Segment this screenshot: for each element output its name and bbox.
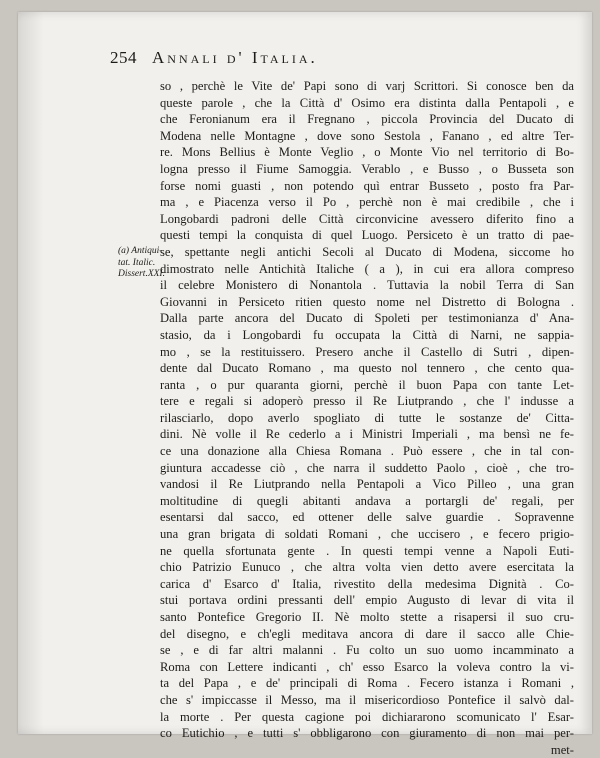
text-line: chio Patrizio Eunuco , che altra volta vien detto avere esercitata la (160, 560, 574, 575)
text-line: forse nomi guasti , non potendo quì entrar Busseto , posto fra Par- (160, 178, 574, 193)
running-title: Annali d' Italia. (152, 48, 318, 67)
text-line: queste parole , che la Città d' Osimo era distinta dalla Pentapoli , e (160, 95, 574, 110)
page-header (110, 48, 510, 72)
text-line: che s' impiccasse il Messo, ma il misericordioso Pontefice il salvò dal- (160, 692, 574, 707)
text-line: se, spettante negli antichi Secoli al Ducato di Modena, siccome ho (160, 244, 574, 259)
marginal-note-line: tat. Italic. (118, 257, 156, 268)
book-page (18, 12, 592, 757)
page-number: 254 (110, 48, 137, 67)
text-line: esentarsi dal sacco, ed ottener delle salve guardie . Sopravenne (160, 510, 574, 525)
text-line: stasio, da i Longobardi fu occupata la Città di Narni, ne sappia- (160, 327, 574, 342)
text-line: so , perchè le Vite de' Papi sono di varj Scrittori. Si conosce ben da (160, 79, 574, 93)
text-line: questi tempi la conquista di quel Luogo. Persiceto è un tratto di pae- (160, 228, 574, 243)
text-line: che Feronianum era il Fregnano , piccola Provincia del Ducato di (160, 112, 574, 127)
text-line: mo , se la restituissero. Presero anche il Castello di Sutri , dipen- (160, 344, 574, 359)
text-line: logna presso il Fiume Samoggia. Verablo , e Busso , o Busseta son (160, 161, 574, 176)
marginal-note-line: (a) Antiqui- (118, 246, 163, 256)
marginal-note-line: Dissert.XXI. (118, 269, 165, 280)
text-line: rilasciarlo, dopo averlo spogliato di tutte le sostanze de' Citta- (160, 410, 574, 425)
text-line: vandosi il Re Liutprando nella Pentapoli a Vico Pilleo , una gran (160, 477, 574, 492)
text-line: dini. Nè volle il Re cederlo a i Ministri Imperiali , ma bensì ne fe- (160, 427, 574, 442)
text-line: del disegno, e ch'egli meditava ancora di dare il sacco alle Chie- (160, 626, 574, 641)
text-line: la morte . Per questa cagione poi dichiararono scomunicato l' Esar- (160, 709, 574, 724)
text-line: santo Pontefice Gregorio II. Nè molto stette a risapersi il suo cru- (160, 610, 574, 624)
text-line: Longobardi padroni delle Città circonvicine avessero diferito fino a (160, 211, 574, 226)
text-line: giuntura accadesse ciò , che narra il suddetto Paolo , cioè , che tro- (160, 460, 574, 475)
text-line: stui portava ordini pressanti dell' empio Augusto di levar di vita il (160, 593, 574, 608)
text-line: tere e regali si adoperò presso il Re Liutprando , che l' indusse a (160, 394, 574, 409)
body-text (160, 78, 574, 758)
text-line: ma , e Piacenza verso il Po , perchè non è mai credibile , che i (160, 195, 574, 210)
text-line: co Eutichio , e tutti s' obbligarono con giuramento di non mai per- (160, 726, 574, 741)
text-line: una gran brigata di soldati Romani , che uccisero , e fecero prigio- (160, 527, 574, 542)
text-line: dente dal Ducato Romano , ma questo nol tennero , che cento qua- (160, 361, 574, 376)
text-line: re. Mons Bellius è Monte Veglio , o Monte Vio nel territorio di Bo- (160, 145, 574, 160)
page-gutter-shadow (18, 12, 44, 734)
text-line: il celebre Monistero di Nonantola . Tuttavia la nobil Terra di San (160, 278, 574, 293)
text-line: dimostrato nelle Antichità Italiche ( a ), in cui era allora compreso (160, 261, 574, 276)
text-line: moltitudine di quegli abitanti andava a portargli de' regali, per (160, 493, 574, 508)
text-line: ce una donazione alla Chiesa Romana . Può essere , che in tal con- (160, 444, 574, 459)
text-line: Modena nelle Montagne , dove sono Sestola , Fanano , ed altre Ter- (160, 128, 574, 143)
text-line: ta del Papa , e de' principali di Roma . Fecero istanza i Romani , (160, 676, 574, 691)
text-line: Giovanni in Persiceto ritien questo nome nel Distretto di Bologna . (160, 294, 574, 309)
text-line: ranta , o pur quaranta giorni, perchè il buon Papa con tante Let- (160, 377, 574, 392)
text-line: Roma con Lettere indicanti , ch' esso Esarco la voleva contro la vi- (160, 659, 574, 674)
text-line: carica d' Esarco d' Italia, rivestito della medesima Dignità . Co- (160, 576, 574, 591)
text-line: met- (550, 742, 574, 757)
text-line: se , e di far altri malanni . Fu colto un suo uomo incamminato a (160, 643, 574, 658)
text-line: Dalla parte ancora del Ducato di Spoleti per testimonianza d' Ana- (160, 311, 574, 326)
text-line: ne quella sfortunata gente . In questi tempi venne a Napoli Euti- (160, 543, 574, 558)
